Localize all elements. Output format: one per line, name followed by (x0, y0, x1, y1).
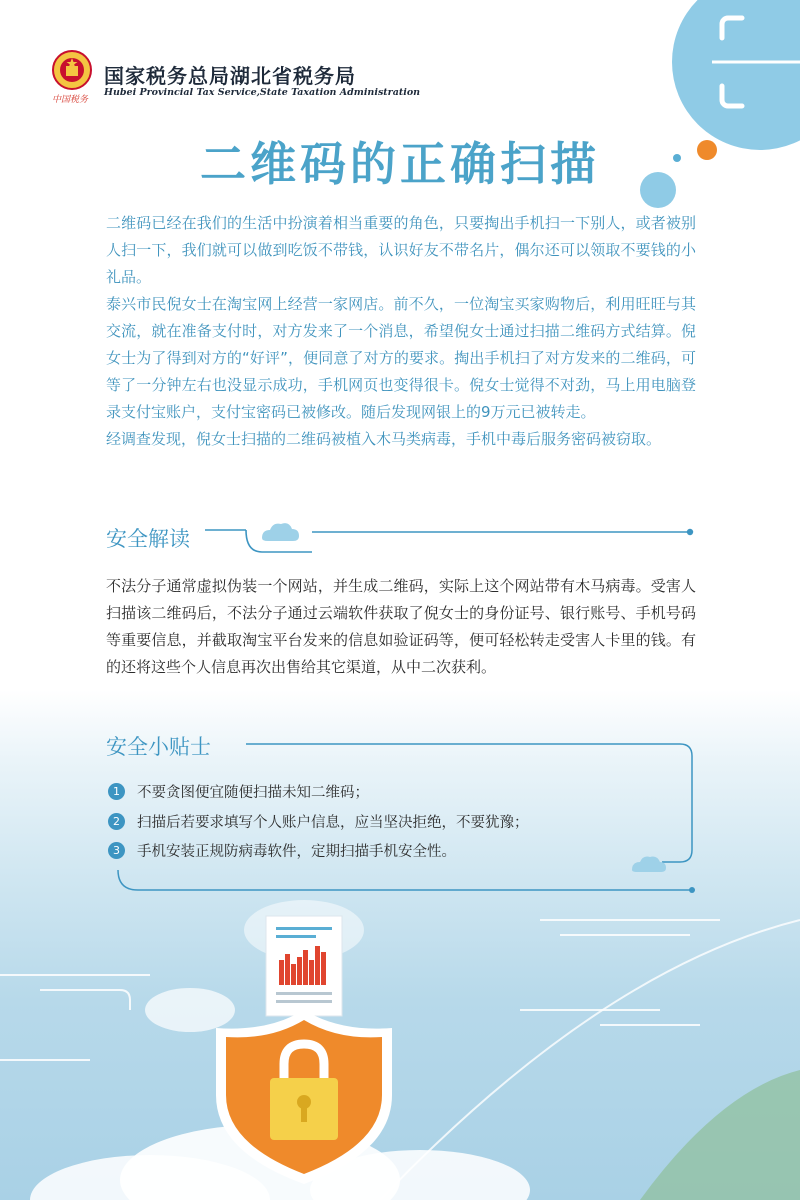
cloud-icon (262, 523, 299, 541)
story-text (106, 210, 696, 453)
tip-number: 3 (108, 842, 125, 859)
tip-item (108, 840, 456, 861)
cloud-left (145, 988, 235, 1032)
org-name-cn: 国家税务总局湖北省税务局 (104, 64, 356, 88)
page-title: 二维码的正确扫描 (200, 137, 600, 191)
document-icon (266, 916, 342, 1016)
tip-text: 扫描后若要求填写个人账户信息，应当坚决拒绝，不要犹豫； (137, 815, 529, 831)
analysis-divider (0, 500, 800, 570)
logo-stamp: 中国税务 (52, 95, 89, 105)
story-paragraph: 二维码已经在我们的生活中扮演着相当重要的角色，只要掏出手机扫一下别人，或者被别人扫一下，我们就可以做到吃饭不带钱，认识好友不带名片，偶尔还可以领取不要钱的小礼品。 (106, 214, 696, 286)
security-illustration (0, 880, 800, 1200)
tax-emblem-icon (52, 50, 92, 90)
analysis-text: 不法分子通常虚拟伪装一个网站，并生成二维码，实际上这个网站带有木马病毒。受害人扫描该二维码后，不法分子通过云端软件获取了倪女士的身份证号、银行账号、手机号码等重要信息，并截取淘宝平台发来的信息如验证码等，便可轻松转走受害人卡里的钱。有的还将这些个人信息再次出售给其它渠道，从中二次获利。 (106, 577, 696, 676)
green-hill (640, 1070, 800, 1200)
tip-item (108, 811, 529, 832)
tip-number: 1 (108, 783, 125, 800)
org-name-en: Hubei Provincial Tax Service,State Taxation Administration (104, 87, 421, 98)
section-heading-analysis: 安全解读 (106, 527, 190, 551)
tip-number: 2 (108, 813, 125, 830)
section-heading-tips: 安全小贴士 (106, 735, 211, 759)
tip-text: 手机安装正规防病毒软件，定期扫描手机安全性。 (137, 844, 456, 860)
cloud-icon (632, 857, 666, 872)
story-paragraph: 经调查发现，倪女士扫描的二维码被植入木马类病毒，手机中毒后服务密码被窃取。 (106, 430, 662, 448)
tip-text: 不要贪图便宜随便扫描未知二维码； (137, 785, 369, 801)
tip-item (108, 781, 369, 802)
story-paragraph: 泰兴市民倪女士在淘宝网上经营一家网店。前不久，一位淘宝买家购物后，利用旺旺与其交流，就在准备支付时，对方发来了一个消息，希望倪女士通过扫描二维码方式结算。倪女士为了得到对方的“好评”，便同意了对方的要求。掏出手机扫了对方发来的二维码，可等了一分钟左右也没显示成功，手机网页也变得很卡。倪女士觉得不对劲，马上用电脑登录支付宝账户，支付宝密码已被修改。随后发现网银上的9万元已被转走。 (106, 295, 696, 421)
